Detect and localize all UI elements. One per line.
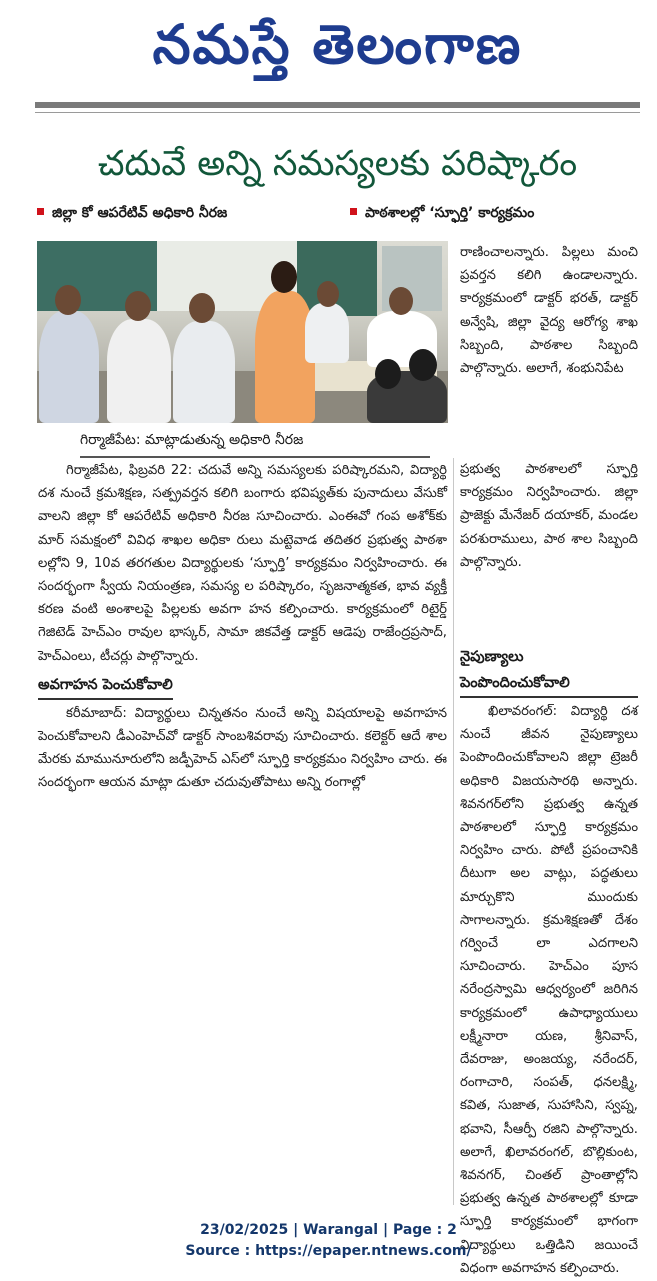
subhead-1 [37, 200, 227, 226]
article-column-right-wide [460, 458, 638, 628]
photo-head-3 [189, 293, 215, 323]
article-column-left [38, 459, 447, 1199]
photo-person-2 [107, 319, 171, 423]
photo-student-head [375, 359, 401, 389]
masthead-logo: నమస్తే తెలంగాణ [152, 13, 523, 76]
photo-caption: గిర్మాజీపేట: మాట్లాడుతున్న అధికారి నీరజ [80, 432, 304, 448]
article-column-right [460, 640, 638, 1276]
subhead-2 [350, 200, 534, 226]
masthead-rule-thin [35, 112, 640, 113]
photo-head-1 [55, 285, 81, 315]
paragraph: కరీమాబాద్: విద్యార్థులు చిన్నతనం నుంచే అన్ని విషయాలపై అవగాహన పెంచుకోవాలని డీఎంహెచ్‌వో డాక్టర్ సాంబశివరావు సూచించారు. కలెక్టర్ ఆదే శాల మేరకు మామునూరులోని జడ్పీహెచ్ ఎస్‌లో స్ఫూర్తి కార్యక్రమం నిర్వహిం చారు. ఈ సందర్భంగా ఆయన మాట్లా డుతూ చదువుతోపాటు అన్ని రంగాల్లో [38, 705, 447, 791]
subhead-1-text: జిల్లా కో ఆపరేటివ్ అధికారి నీరజ [52, 205, 228, 221]
photo-student-head-2 [409, 349, 437, 381]
photo-person-3 [173, 321, 235, 423]
bullet-icon [350, 208, 357, 215]
subhead-2-text: పాఠశాలల్లో ‘స్ఫూర్తి’ కార్యక్రమం [365, 205, 535, 221]
page-footer [0, 1220, 657, 1262]
photo-head-6 [389, 287, 413, 315]
paragraph: గిర్మాజీపేట, ఫిబ్రవరి 22: చదువే అన్ని సమస్యలకు పరిష్కారమని, విద్యార్థి దశ నుంచే క్రమశిక్షణ, సత్ప్రవర్తన కలిగి బంగారు భవిష్యత్‌కు పునాదులు వేసుకో వాలని జిల్లా కో ఆపరేటివ్ అధికారి నీరజ సూచించారు. ఎంఈవో గంప అశోక్‌కు మార్ సమక్షంలో వివిధ శాఖల అధికా రులు మట్టెవాడ తదితర ప్రభుత్వ పాఠశా లల్లోని 9, 10వ తరగతుల విద్యార్థులకు ‘స్ఫూర్తి’ కార్యక్రమం నిర్వహించారు. ఈ సందర్భంగా స్వీయ నియంత్రణ, సమస్య ల పరిష్కారం, సృజనాత్మకత, భావ వ్యక్తీ కరణ వంటి అంశాలపై పిల్లలకు అవగా హన కల్పించారు. కార్యక్రమంలో రిటైర్డ్ గెజిటెడ్ హెచ్‌ఎం రావుల భాస్కర్, సామా జికవేత్త డాక్టర్ ఆడెపు రాజేంద్రప్రసాద్, హెచ్‌ఎంలు, టీచర్లు పాల్గొన్నారు. [38, 463, 447, 664]
masthead-rule [35, 102, 640, 108]
article-headline: చదువే అన్ని సమస్యలకు పరిష్కారం [97, 144, 578, 184]
paragraph: ఖిలావరంగల్: విద్యార్థి దశ నుంచే జీవన నైపుణ్యాలు పెంపొందించుకోవాలని జిల్లా ట్రెజరీ అధికారి విజయసారథి అన్నారు. శివనగర్‌లోని ప్రభుత్వ ఉన్నత పాఠశాలలో స్ఫూర్తి కార్యక్రమం నిర్వహిం చారు. పోటీ ప్రపంచానికి దీటుగా అల వాట్లు, పద్ధతులు మార్చుకొని ముందుకు సాగాలన్నారు. క్రమశిక్షణతో దేశం గర్వించే లా ఎదగాలని సూచించారు. హెచ్‌ఎం పూస నరేంద్రస్వామి ఆధ్వర్యంలో జరిగిన కార్యక్రమంలో ఉపాధ్యాయులు లక్ష్మీనారా యణ, శ్రీనివాస్, దేవరాజు, అంజయ్య, నరేందర్, రంగాచారి, సంపత్, ధనలక్ష్మి, కవిత, సుజాత, సుహాసిని, స్వప్న, భవాని, సీఆర్పీ రజిని పాల్గొన్నారు. అలాగే, ఖిలావరంగల్, బొల్లికుంట, శివనగర్, చింతల్ ప్రాంతాల్లోని ప్రభుత్వ ఉన్నత పాఠశాలల్లో కూడా స్ఫూర్తి కార్యక్రమంలో భాగంగా విద్యార్థులు ఒత్తిడిని జయించే విధంగా అవగాహన కల్పించారు. [460, 704, 638, 1276]
paragraph: రాణించాలన్నారు. పిల్లలు మంచి ప్రవర్తన కలిగి ఉండాలన్నారు. కార్యక్రమంలో డాక్టర్ భరత్, డాక్టర్ అన్వేషి, జిల్లా వైద్య ఆరోగ్య శాఖ సిబ్బంది, పాఠశాల సిబ్బంది పాల్గొన్నారు. అలాగే, శంభునిపేట [460, 245, 638, 377]
photo-person-1 [39, 311, 99, 423]
footer-source-line: Source : https://epaper.ntnews.com/ [185, 1243, 472, 1259]
column-divider [453, 458, 454, 1205]
bullet-icon [37, 208, 44, 215]
photo-head-5 [317, 281, 339, 307]
photo-person-5 [305, 303, 349, 363]
article-column-right-top [460, 241, 638, 461]
paragraph: ప్రభుత్వ పాఠశాలలో స్ఫూర్తి కార్యక్రమం నిర్వహించారు. జిల్లా ప్రాజెక్టు మేనేజర్ దయాకర్, మండల పరశురాములు, పాఠ శాల సిబ్బంది పాల్గొన్నారు. [460, 462, 638, 570]
subheads [35, 200, 640, 226]
section-heading-1: అవగాహన పెంచుకోవాలి [38, 672, 173, 700]
caption-rule [80, 456, 430, 458]
article-photo [37, 241, 448, 423]
photo-head-2 [125, 291, 151, 321]
section-heading-2: నైపుణ్యాలు పెంపొందించుకోవాలి [460, 644, 638, 698]
footer-date-line: 23/02/2025 | Warangal | Page : 2 [200, 1222, 457, 1238]
photo-head-speaker [271, 261, 297, 293]
